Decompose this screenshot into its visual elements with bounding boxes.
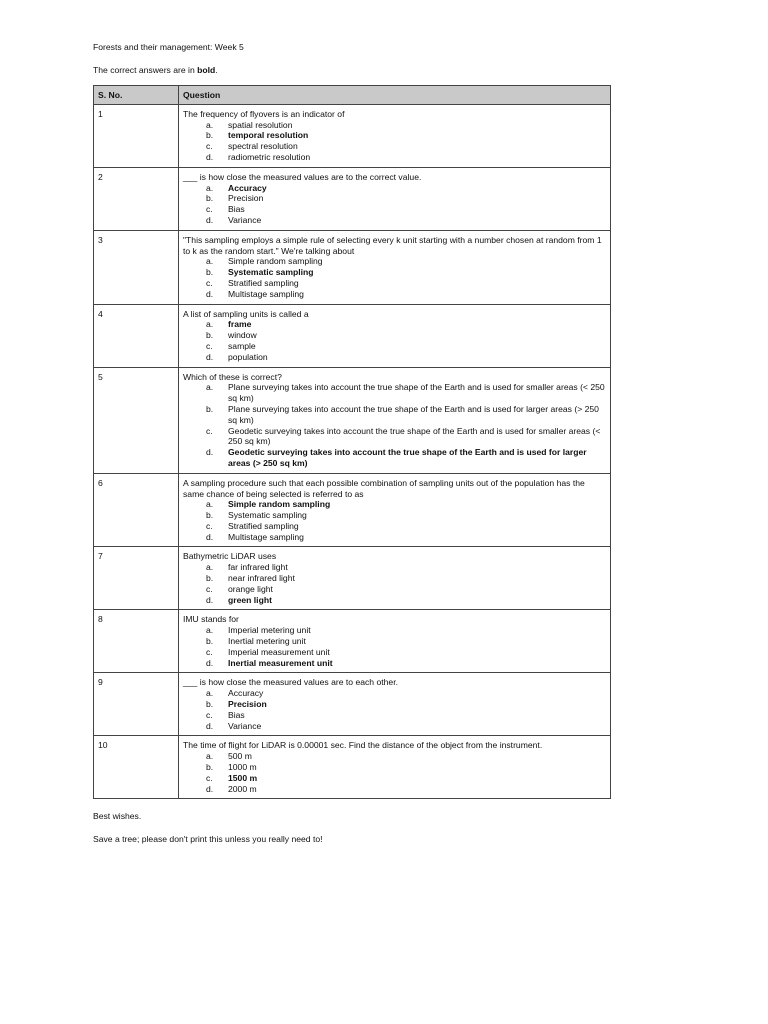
question-text: A sampling procedure such that each possible combination of sampling units out of the population has the same chance of being selected is referred to as — [183, 477, 585, 499]
header-sno: S. No. — [94, 86, 179, 105]
option-text: 1500 m — [228, 772, 258, 783]
option-item — [183, 710, 605, 721]
option-letter: d. — [206, 351, 214, 362]
table-row — [94, 230, 611, 304]
option-text: Multistage sampling — [228, 531, 304, 542]
option-text: population — [228, 351, 268, 362]
table-row — [94, 610, 611, 673]
option-item — [183, 532, 605, 543]
option-letter: b. — [206, 193, 214, 204]
option-item — [183, 289, 605, 300]
table-row — [94, 104, 611, 167]
option-item — [183, 784, 605, 795]
row-question-cell — [179, 610, 611, 673]
option-text: Imperial metering unit — [228, 625, 311, 636]
correct-option — [183, 183, 605, 194]
option-text: Simple random sampling — [228, 499, 331, 510]
question-text: The frequency of flyovers is an indicator of — [183, 108, 345, 119]
question-text: A list of sampling units is called a — [183, 308, 309, 319]
options-list — [183, 319, 605, 362]
table-row — [94, 304, 611, 367]
table-body — [94, 104, 611, 799]
question-text: The time of flight for LiDAR is 0.00001 sec. Find the distance of the object from the instrument. — [183, 740, 543, 751]
option-item — [183, 382, 605, 404]
option-text: Geodetic surveying takes into account the true shape of the Earth and is used for larger areas (> 250 sq km) — [228, 447, 587, 468]
option-item — [183, 762, 605, 773]
option-text: frame — [228, 319, 252, 330]
option-text: Stratified sampling — [228, 277, 299, 288]
option-letter: a. — [206, 382, 214, 393]
option-item — [183, 751, 605, 762]
option-letter: d. — [206, 214, 214, 225]
option-letter: c. — [206, 204, 213, 215]
option-letter: b. — [206, 636, 214, 647]
option-letter: a. — [206, 499, 214, 510]
option-text: Accuracy — [228, 182, 267, 193]
option-letter: c. — [206, 772, 213, 783]
option-item — [183, 426, 605, 448]
option-item — [183, 636, 605, 647]
option-text: Systematic sampling — [228, 510, 307, 521]
question-text: ___ is how close the measured values are to each other. — [183, 677, 398, 688]
option-text: green light — [228, 594, 272, 605]
option-letter: a. — [206, 119, 214, 130]
row-sno: 10 — [94, 736, 179, 799]
table-row — [94, 547, 611, 610]
option-letter: a. — [206, 625, 214, 636]
table-header-row — [94, 86, 611, 105]
options-list — [183, 562, 605, 605]
row-question-cell — [179, 304, 611, 367]
options-list — [183, 183, 605, 226]
answers-table — [93, 85, 611, 799]
option-letter: c. — [206, 141, 213, 152]
option-text: Precision — [228, 193, 264, 204]
option-item — [183, 341, 605, 352]
option-item — [183, 688, 605, 699]
option-letter: d. — [206, 594, 214, 605]
table-row — [94, 167, 611, 230]
row-sno: 9 — [94, 673, 179, 736]
option-letter: c. — [206, 340, 213, 351]
options-list — [183, 751, 605, 794]
option-text: temporal resolution — [228, 130, 309, 141]
correct-option — [183, 658, 605, 669]
options-list — [183, 688, 605, 731]
row-sno: 7 — [94, 547, 179, 610]
option-text: Accuracy — [228, 688, 264, 699]
option-letter: b. — [206, 762, 214, 773]
option-text: Variance — [228, 214, 262, 225]
document-page — [93, 42, 613, 845]
options-list — [183, 382, 605, 468]
option-letter: c. — [206, 583, 213, 594]
option-item — [183, 404, 605, 426]
options-list — [183, 499, 605, 542]
option-item — [183, 352, 605, 363]
row-question-cell — [179, 473, 611, 547]
row-question-cell — [179, 104, 611, 167]
option-item — [183, 152, 605, 163]
table-row — [94, 473, 611, 547]
option-letter: a. — [206, 751, 214, 762]
option-letter: b. — [206, 510, 214, 521]
option-text: Stratified sampling — [228, 520, 299, 531]
correct-option — [183, 595, 605, 606]
option-text: Bias — [228, 204, 245, 215]
option-item — [183, 193, 605, 204]
document-title: Forests and their management: Week 5 — [93, 42, 244, 52]
correct-option — [183, 773, 605, 784]
option-letter: c. — [206, 277, 213, 288]
option-text: Plane surveying takes into account the true shape of the Earth and is used for smaller areas (< 250 sq km) — [228, 382, 605, 404]
intro-bold: bold — [197, 65, 216, 75]
option-letter: a. — [206, 562, 214, 573]
option-text: 2000 m — [228, 783, 257, 794]
correct-option — [183, 130, 605, 141]
options-list — [183, 256, 605, 299]
option-letter: d. — [206, 531, 214, 542]
option-item — [183, 278, 605, 289]
intro-line — [93, 65, 613, 76]
option-letter: a. — [206, 256, 214, 267]
option-item — [183, 510, 605, 521]
table-row — [94, 367, 611, 473]
option-text: window — [228, 330, 257, 341]
row-sno: 3 — [94, 230, 179, 304]
row-question-cell — [179, 167, 611, 230]
option-letter: b. — [206, 267, 214, 278]
option-letter: d. — [206, 783, 214, 794]
intro-prefix: The correct answers are in — [93, 65, 198, 75]
correct-option — [183, 267, 605, 278]
option-text: sample — [228, 340, 256, 351]
option-item — [183, 647, 605, 658]
option-item — [183, 721, 605, 732]
question-text: ___ is how close the measured values are to the correct value. — [183, 171, 422, 182]
option-text: Inertial measurement unit — [228, 657, 333, 668]
option-item — [183, 573, 605, 584]
option-letter: c. — [206, 709, 213, 720]
table-row — [94, 673, 611, 736]
option-text: spectral resolution — [228, 141, 298, 152]
options-list — [183, 625, 605, 668]
option-letter: a. — [206, 182, 214, 193]
option-letter: d. — [206, 720, 214, 731]
option-letter: b. — [206, 699, 214, 710]
option-letter: c. — [206, 646, 213, 657]
correct-option — [183, 499, 605, 510]
option-text: Imperial measurement unit — [228, 646, 330, 657]
footer-wishes: Best wishes. — [93, 811, 142, 822]
row-sno: 5 — [94, 367, 179, 473]
option-text: Plane surveying takes into account the true shape of the Earth and is used for larger areas (> 250 sq km) — [228, 403, 599, 425]
option-text: Multistage sampling — [228, 288, 304, 299]
row-question-cell — [179, 547, 611, 610]
table-row — [94, 736, 611, 799]
option-text: Simple random sampling — [228, 256, 323, 267]
option-item — [183, 584, 605, 595]
option-text: far infrared light — [228, 562, 288, 573]
question-text: Which of these is correct? — [183, 371, 282, 382]
option-item — [183, 204, 605, 215]
option-item — [183, 562, 605, 573]
option-letter: c. — [206, 520, 213, 531]
option-text: 1000 m — [228, 762, 257, 773]
row-question-cell — [179, 673, 611, 736]
option-letter: c. — [206, 425, 213, 436]
option-letter: b. — [206, 130, 214, 141]
option-letter: a. — [206, 319, 214, 330]
question-text: "This sampling employs a simple rule of selecting every k unit starting with a number chosen at random from 1 to k as the random start." We're talking about — [183, 234, 602, 256]
option-letter: b. — [206, 403, 214, 414]
correct-option — [183, 699, 605, 710]
row-question-cell — [179, 367, 611, 473]
option-item — [183, 625, 605, 636]
correct-option — [183, 447, 605, 469]
option-text: Systematic sampling — [228, 267, 314, 278]
question-text: Bathymetric LiDAR uses — [183, 551, 277, 562]
option-text: Precision — [228, 699, 267, 710]
row-sno: 8 — [94, 610, 179, 673]
option-text: Variance — [228, 720, 262, 731]
option-text: near infrared light — [228, 573, 295, 584]
header-question: Question — [179, 86, 611, 105]
row-question-cell — [179, 230, 611, 304]
options-list — [183, 120, 605, 163]
option-text: Geodetic surveying takes into account the true shape of the Earth and is used for smaller areas (< 250 sq km) — [228, 425, 601, 447]
option-text: Bias — [228, 709, 245, 720]
option-letter: a. — [206, 688, 214, 699]
option-letter: b. — [206, 573, 214, 584]
option-letter: b. — [206, 330, 214, 341]
correct-option — [183, 319, 605, 330]
option-letter: d. — [206, 657, 214, 668]
option-item — [183, 120, 605, 131]
row-sno: 1 — [94, 104, 179, 167]
row-sno: 4 — [94, 304, 179, 367]
option-item — [183, 330, 605, 341]
option-item — [183, 215, 605, 226]
option-letter: d. — [206, 288, 214, 299]
option-text: Inertial metering unit — [228, 636, 306, 647]
option-letter: d. — [206, 151, 214, 162]
question-text: IMU stands for — [183, 614, 239, 625]
option-letter: d. — [206, 447, 214, 458]
row-sno: 2 — [94, 167, 179, 230]
footer-note: Save a tree; please don't print this unless you really need to! — [93, 834, 323, 845]
option-item — [183, 521, 605, 532]
option-text: radiometric resolution — [228, 151, 311, 162]
option-text: 500 m — [228, 751, 252, 762]
row-sno: 6 — [94, 473, 179, 547]
option-item — [183, 141, 605, 152]
option-text: orange light — [228, 583, 273, 594]
intro-suffix: . — [215, 65, 218, 75]
row-question-cell — [179, 736, 611, 799]
option-text: spatial resolution — [228, 119, 293, 130]
option-item — [183, 256, 605, 267]
